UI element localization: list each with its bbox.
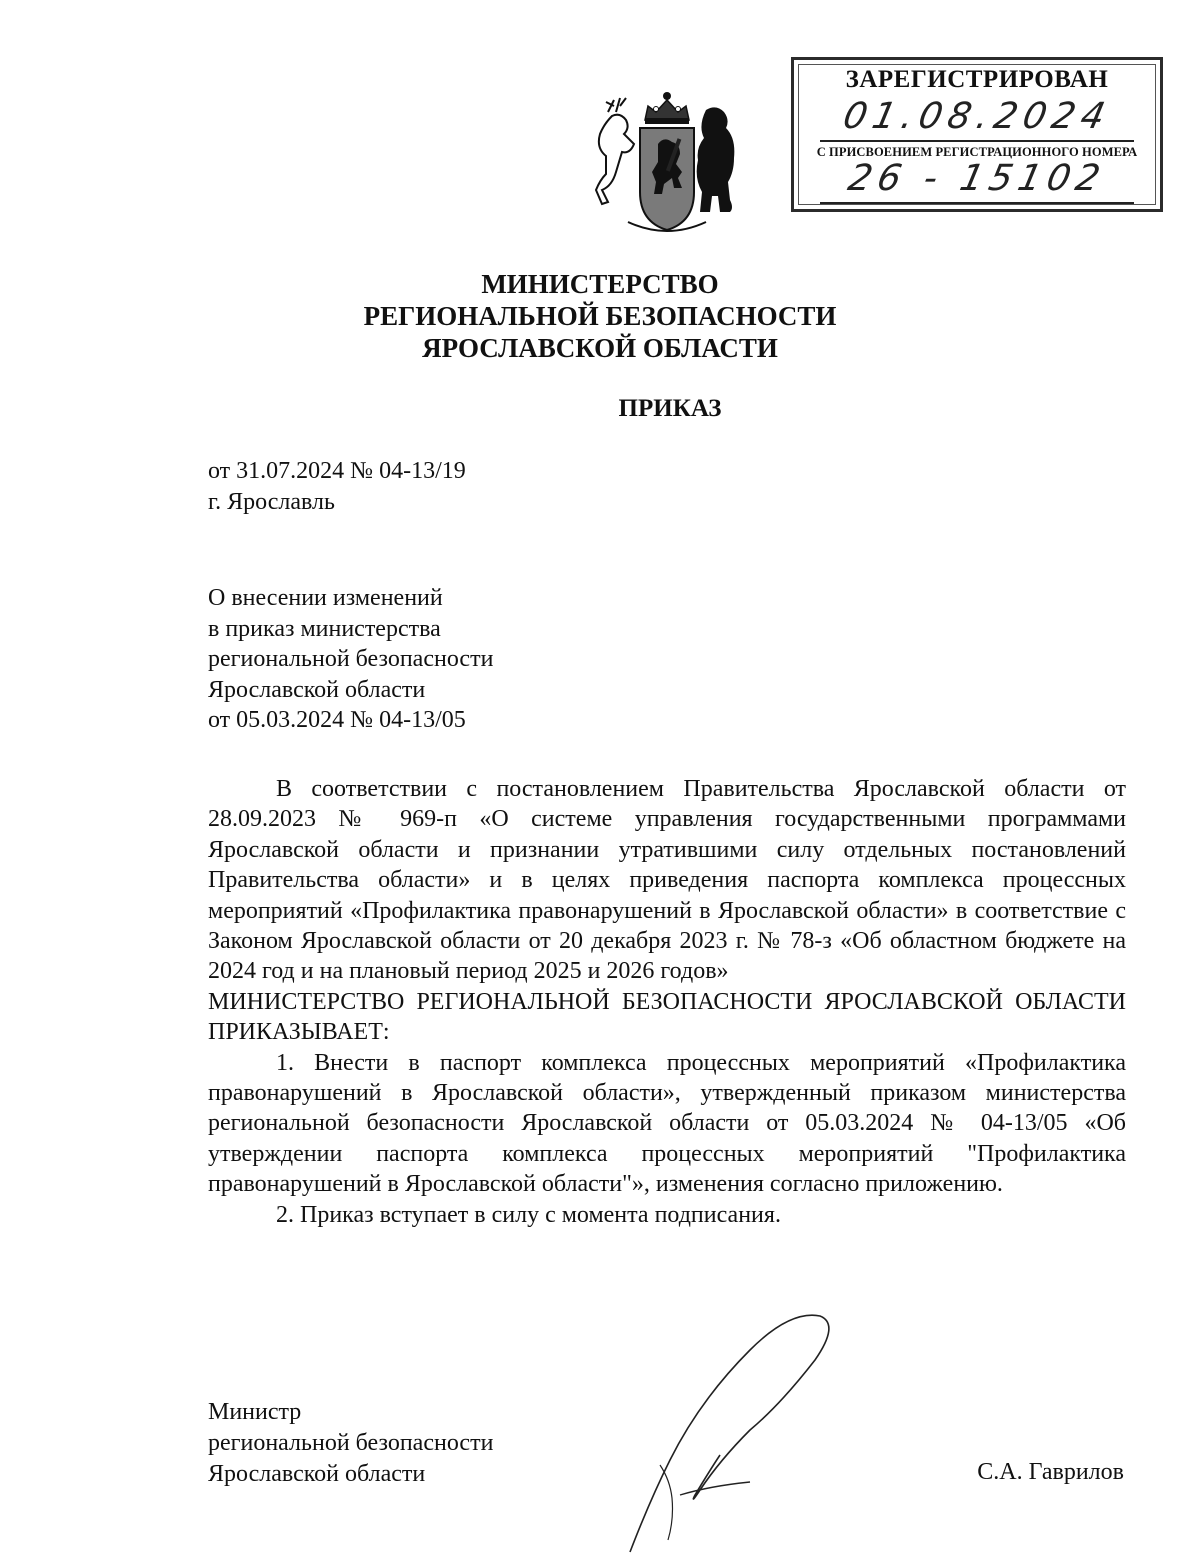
registration-stamp [791, 57, 1163, 212]
signatory-position-line3: Ярославской области [208, 1461, 426, 1487]
stamp-number: 26 - 15102 [844, 158, 1110, 199]
ministry-name [300, 268, 900, 364]
ministry-name-line1: МИНИСТЕРСТВО [481, 269, 719, 299]
stamp-title: ЗАРЕГИСТРИРОВАН [845, 66, 1109, 93]
stamp-date-line [820, 140, 1134, 142]
document-type: ПРИКАЗ [618, 395, 722, 422]
document-body [208, 774, 1126, 1230]
ministry-name-line2: РЕГИОНАЛЬНОЙ БЕЗОПАСНОСТИ [363, 301, 837, 331]
crown-icon [645, 92, 689, 124]
document-subject [208, 583, 493, 736]
signatory-name: С.А. Гаврилов [977, 1459, 1124, 1485]
subject-line5: от 05.03.2024 № 04-13/05 [208, 707, 466, 733]
stamp-date: 01.08.2024 [839, 96, 1115, 137]
coat-of-arms-emblem [588, 82, 746, 240]
document-meta [208, 456, 466, 517]
signatory-position-line1: Министр [208, 1399, 302, 1425]
stamp-subtitle: С ПРИСВОЕНИЕМ РЕГИСТРАЦИОННОГО НОМЕРА [816, 145, 1138, 159]
subject-line2: в приказ министерства [208, 615, 441, 642]
subject-line3: региональной безопасности [208, 646, 494, 672]
signatory-position [208, 1397, 493, 1490]
subject-line1: О внесении изменений [208, 585, 443, 611]
ministry-name-line3: ЯРОСЛАВСКОЙ ОБЛАСТИ [422, 333, 778, 363]
signatory-position-line2: региональной безопасности [208, 1430, 494, 1456]
document-city: г. Ярославль [208, 488, 335, 515]
body-orders: МИНИСТЕРСТВО РЕГИОНАЛЬНОЙ БЕЗОПАСНОСТИ ЯРОСЛАВСКОЙ ОБЛАСТИ ПРИКАЗЫВАЕТ: [208, 988, 1126, 1046]
body-item-1: 1. Внести в паспорт комплекса процессных мероприятий «Профилактика правонарушений в Ярославской области», утвержденный приказом министерства региональной безопасности Ярославской области от 05.03.2024 № 04-13/05 «Об утверждении паспорта комплекса процессных мероприятий "Профилактика правонарушений в Ярославской области"», изменения согласно приложению. [208, 1049, 1126, 1198]
subject-line4: Ярославской области [208, 676, 426, 703]
handwritten-signature [600, 1290, 860, 1553]
body-preamble: В соответствии с постановлением Правительства Ярославской области от 28.09.2023 № 969-п «О системе управления государственными программами Ярославской области и признании утратившими силу отдельных постановлений Правительства области» и в целях приведения паспорта комплекса процессных мероприятий «Профилактика правонарушений в Ярославской области» в соответствие с Законом Ярославской области от 20 декабря 2023 г. № 78-з «Об областном бюджете на 2024 год и на плановый период 2025 и 2026 годов» [208, 776, 1126, 985]
document-date-number: от 31.07.2024 № 04-13/19 [208, 458, 466, 484]
stamp-number-line [820, 202, 1134, 204]
body-item-2: 2. Приказ вступает в силу с момента подписания. [276, 1201, 781, 1228]
